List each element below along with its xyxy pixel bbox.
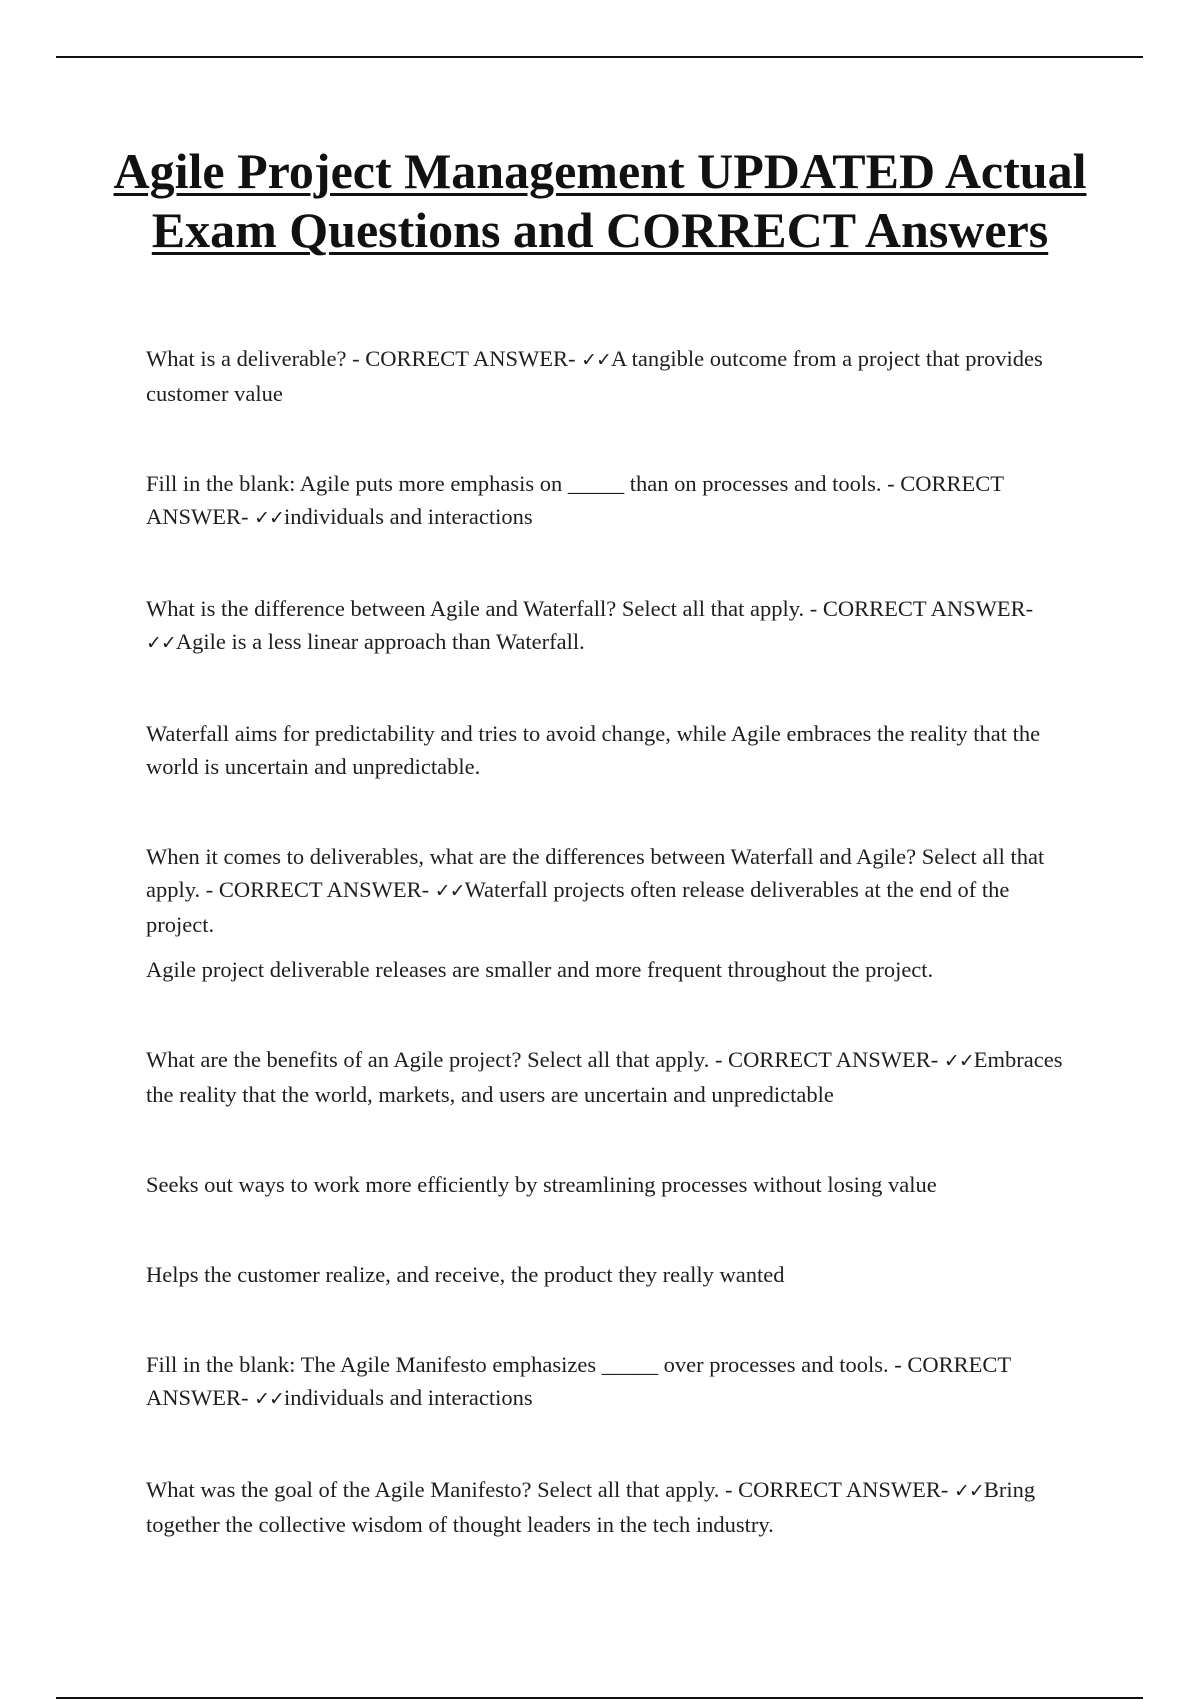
qa-item bbox=[146, 1258, 1076, 1291]
answer-text: individuals and interactions bbox=[283, 504, 533, 529]
qa-paragraph bbox=[146, 1043, 1076, 1111]
qa-item bbox=[146, 342, 1076, 410]
answer-continuation: Waterfall aims for predictability and tries to avoid change, while Agile embraces the reality that the world is uncertain and unpredictable. bbox=[146, 721, 1041, 779]
answer-text: A tangible outcome from a project that provides customer value bbox=[146, 346, 1043, 406]
question-text: What is a deliverable? - CORRECT ANSWER- bbox=[146, 346, 582, 371]
check-marks-icon: ✓✓ bbox=[953, 1480, 984, 1502]
qa-paragraph bbox=[146, 1473, 1076, 1541]
check-marks-icon: ✓✓ bbox=[434, 880, 465, 902]
answer-continuation: Agile project deliverable releases are smaller and more frequent throughout the project. bbox=[146, 957, 934, 982]
qa-paragraph bbox=[146, 467, 1076, 535]
question-text: What are the benefits of an Agile project? Select all that apply. - CORRECT ANSWER- bbox=[146, 1047, 944, 1072]
qa-item bbox=[146, 840, 1076, 941]
qa-item bbox=[146, 1168, 1076, 1201]
question-text: What was the goal of the Agile Manifesto? Select all that apply. - CORRECT ANSWER- bbox=[146, 1477, 954, 1502]
top-rule bbox=[56, 56, 1143, 58]
answer-text: Agile is a less linear approach than Waterfall. bbox=[175, 629, 585, 654]
bottom-rule bbox=[56, 1697, 1143, 1699]
qa-paragraph bbox=[146, 592, 1076, 660]
document-title: Agile Project Management UPDATED Actual Exam Questions and CORRECT Answers bbox=[113, 143, 1087, 258]
qa-paragraph bbox=[146, 342, 1076, 410]
qa-item bbox=[146, 953, 1076, 986]
answer-text: individuals and interactions bbox=[283, 1385, 533, 1410]
question-text: Fill in the blank: Agile puts more emphasis on _____ than on processes and tools. - CORRECT ANSWER- bbox=[146, 471, 1004, 529]
answer-text: Embraces the reality that the world, markets, and users are uncertain and unpredictable bbox=[146, 1047, 1063, 1107]
answer-continuation: Helps the customer realize, and receive, the product they really wanted bbox=[146, 1262, 785, 1287]
check-marks-icon: ✓✓ bbox=[254, 1388, 284, 1410]
check-marks-icon: ✓✓ bbox=[581, 349, 611, 371]
qa-item bbox=[146, 1043, 1076, 1111]
qa-item bbox=[146, 1348, 1076, 1416]
answer-text: Bring together the collective wisdom of thought leaders in the tech industry. bbox=[146, 1477, 1036, 1537]
question-text: What is the difference between Agile and Waterfall? Select all that apply. - CORRECT ANSWER- bbox=[146, 596, 1034, 621]
qa-item bbox=[146, 592, 1076, 660]
qa-item bbox=[146, 467, 1076, 535]
qa-item bbox=[146, 717, 1076, 783]
answer-continuation: Seeks out ways to work more efficiently by streamlining processes without losing value bbox=[146, 1172, 937, 1197]
question-text: Fill in the blank: The Agile Manifesto emphasizes _____ over processes and tools. - CORRECT ANSWER- bbox=[146, 1352, 1011, 1410]
check-marks-icon: ✓✓ bbox=[146, 632, 176, 654]
qa-paragraph bbox=[146, 1348, 1076, 1416]
qa-item bbox=[146, 1473, 1076, 1541]
qa-paragraph bbox=[146, 840, 1076, 941]
answer-text: Waterfall projects often release deliverables at the end of the project. bbox=[146, 877, 1010, 937]
check-marks-icon: ✓✓ bbox=[943, 1050, 974, 1072]
qa-list bbox=[146, 342, 1076, 1541]
question-text: When it comes to deliverables, what are the differences between Waterfall and Agile? Select all that apply. - CORRECT ANSWER- bbox=[146, 844, 1045, 902]
check-marks-icon: ✓✓ bbox=[254, 507, 284, 529]
